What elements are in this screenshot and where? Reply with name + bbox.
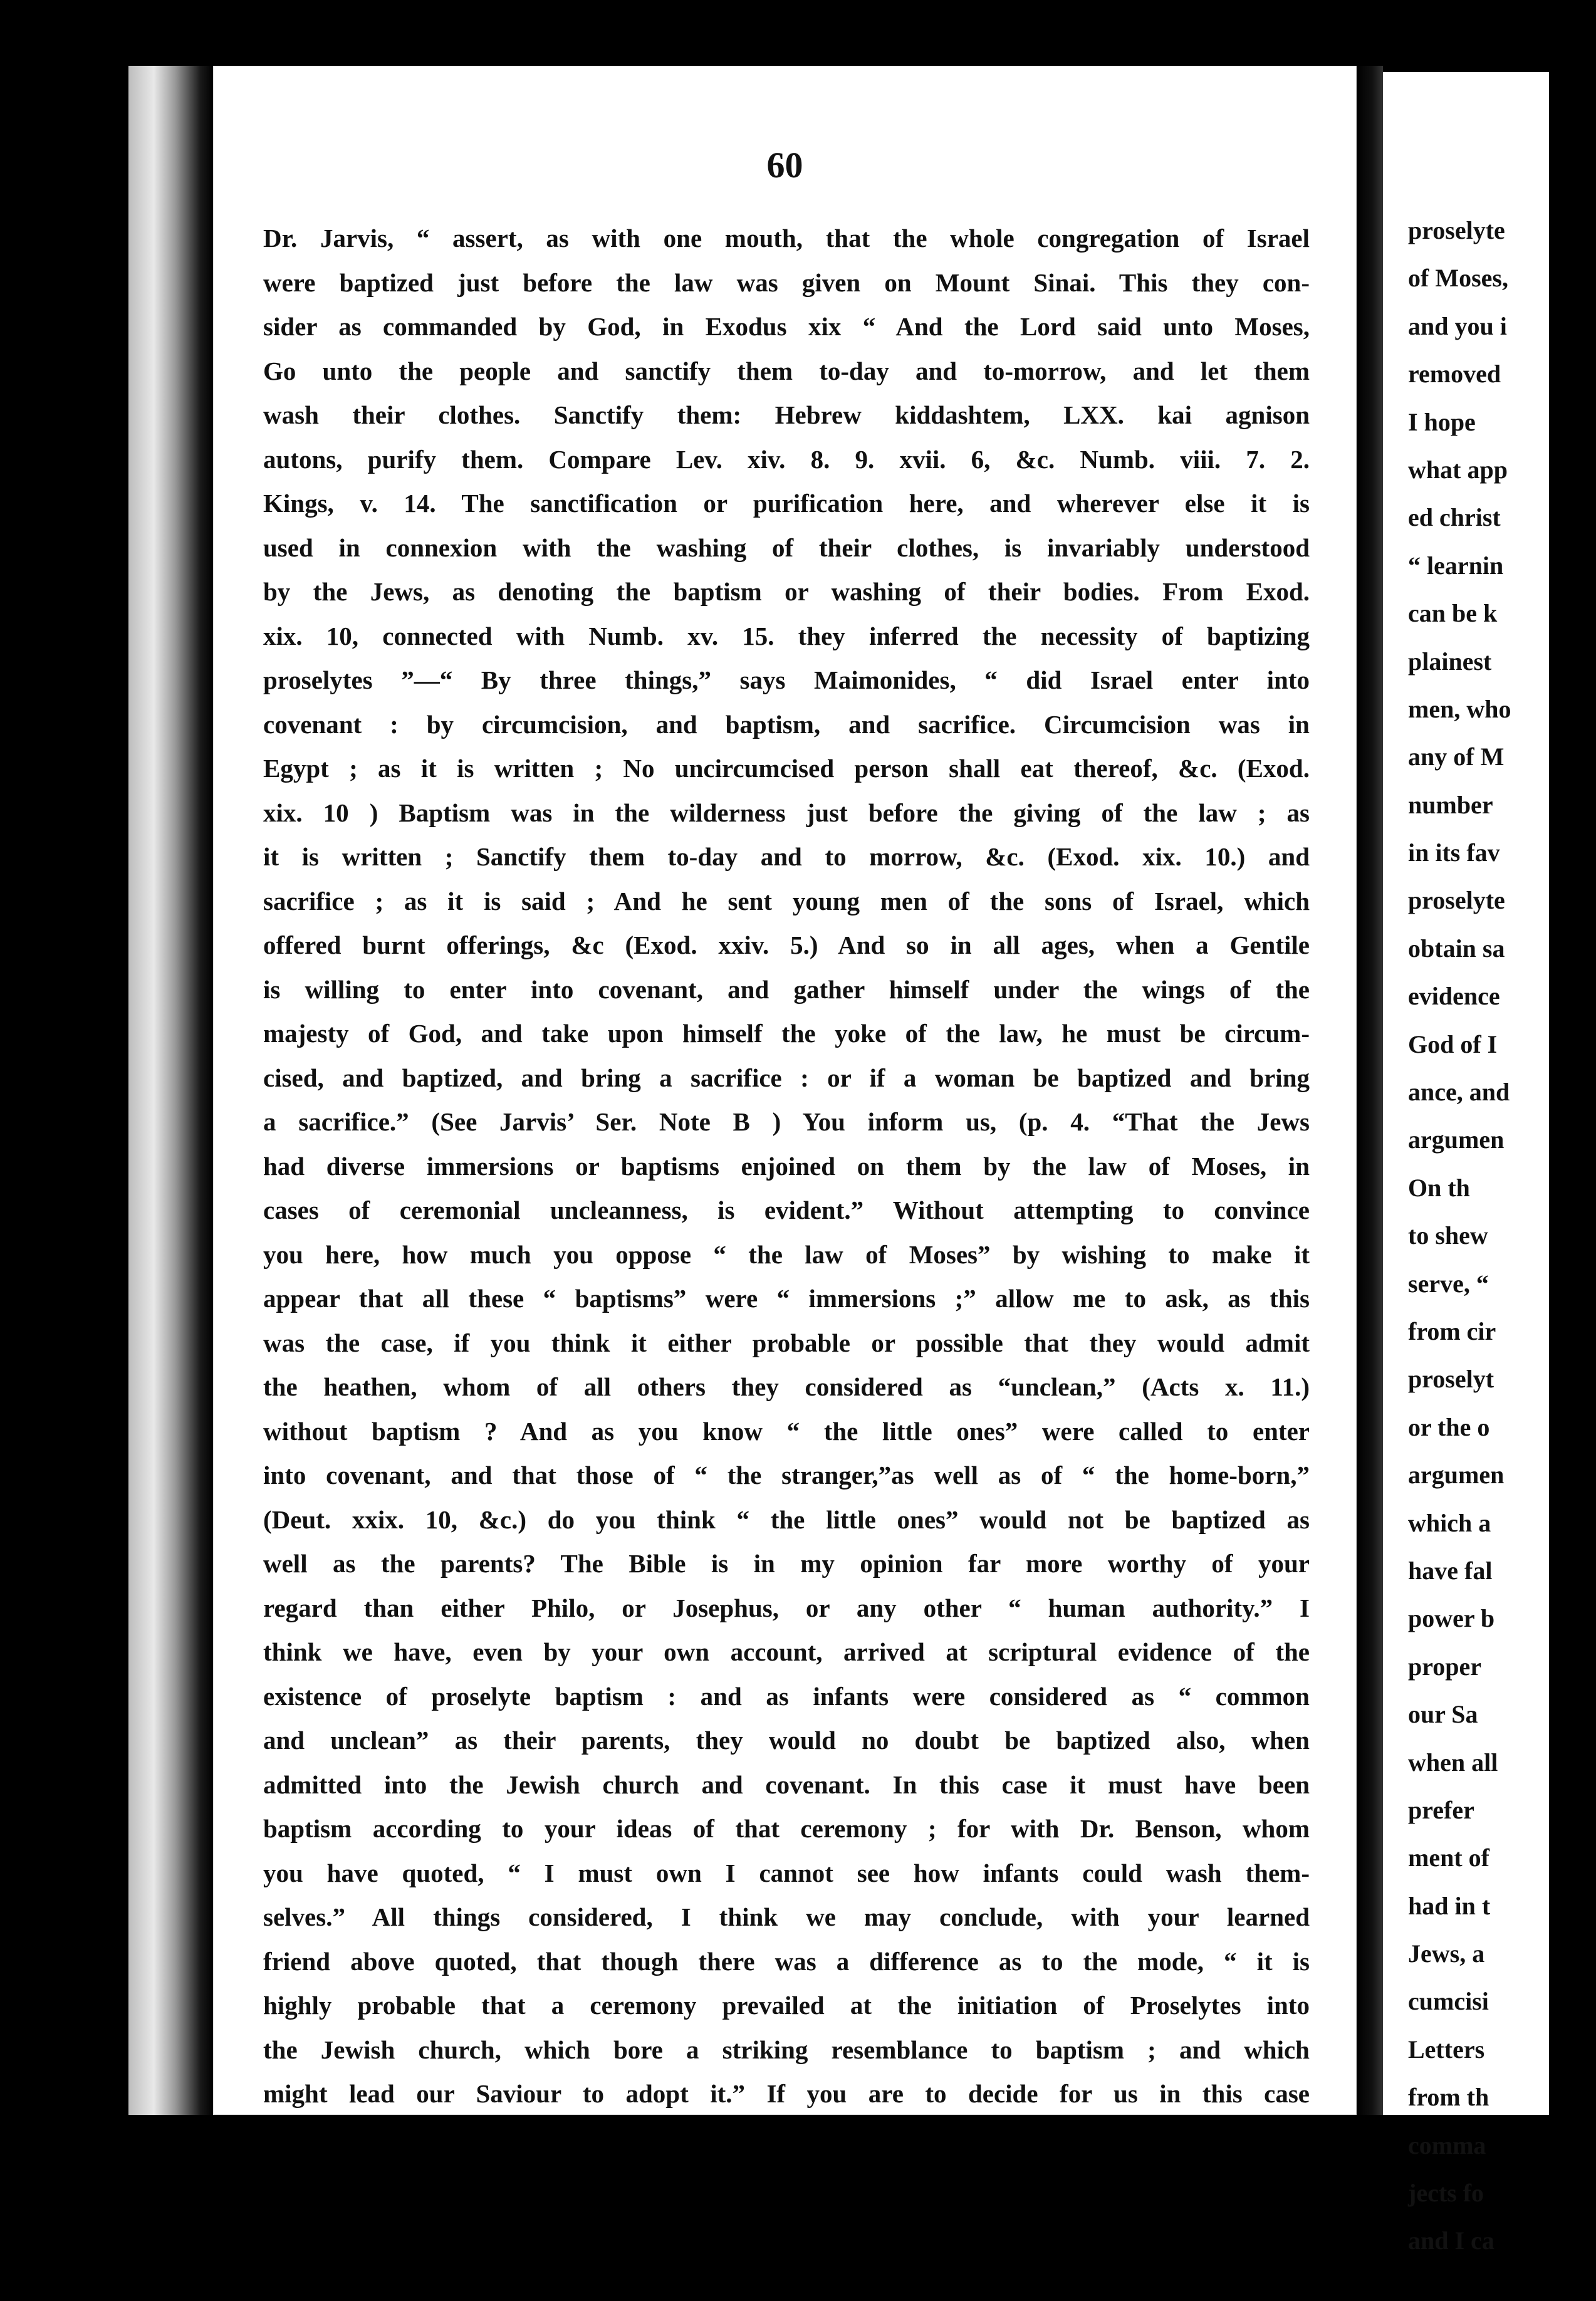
text-line: selves.” All things considered, I think we may conclude, with your learned	[263, 1902, 1310, 1931]
text-line-fragment: what app	[1408, 455, 1508, 484]
text-line: the heathen, whom of all others they considered as “unclean,” (Acts x. 11.)	[263, 1372, 1310, 1401]
text-line-fragment: and you i	[1408, 311, 1507, 340]
book-spine	[128, 66, 213, 2115]
text-line-fragment: our Sa	[1408, 1700, 1478, 1729]
text-line: xix. 10 ) Baptism was in the wilderness just before the giving of the law ; as	[263, 798, 1310, 827]
text-line-fragment: power b	[1408, 1604, 1495, 1633]
text-line: friend above quoted, that though there was a difference as to the mode, “ it is	[263, 1946, 1310, 1976]
text-line: used in connexion with the washing of their clothes, is invariably understood	[263, 533, 1310, 562]
text-line: the Jewish church, which bore a striking resemblance to baptism ; and which	[263, 2035, 1310, 2064]
text-line-fragment: ance, and	[1408, 1078, 1510, 1107]
text-line-fragment: I hope	[1408, 407, 1476, 436]
text-line-fragment: had in t	[1408, 1891, 1491, 1920]
text-line-fragment: proselyte	[1408, 886, 1505, 915]
text-line: and unclean” as their parents, they would no doubt be baptized also, when	[263, 1726, 1310, 1755]
text-line: without baptism ? And as you know “ the little ones” were called to enter	[263, 1416, 1310, 1446]
text-line-fragment: men, who	[1408, 694, 1511, 723]
text-line-fragment: from th	[1408, 2083, 1489, 2112]
text-line: proselytes ”—“ By three things,” says Maimonides, “ did Israel enter into	[263, 665, 1310, 694]
text-line: sider as commanded by God, in Exodus xix “ And the Lord said unto Moses,	[263, 312, 1310, 341]
text-line-fragment: plainest	[1408, 647, 1492, 676]
text-line: offered burnt offerings, &c (Exod. xxiv. 5.) And so in all ages, when a Gentile	[263, 931, 1310, 959]
text-line: cases of ceremonial uncleanness, is evident.” Without attempting to convince	[263, 1196, 1310, 1224]
text-line-fragment: prefer	[1408, 1795, 1474, 1824]
book-page	[213, 66, 1357, 2115]
next-page-edge	[1383, 72, 1549, 2255]
text-line: baptism according to your ideas of that ceremony ; for with Dr. Benson, whom	[263, 1814, 1310, 1843]
text-line-fragment: jects fo	[1408, 2179, 1484, 2208]
text-line: xix. 10, connected with Numb. xv. 15. they inferred the necessity of baptizing	[263, 621, 1310, 650]
text-line: was the case, if you think it either probable or possible that they would admit	[263, 1328, 1310, 1357]
text-line: a sacrifice.” (See Jarvis’ Ser. Note B ) You inform us, (p. 4. “That the Jews	[263, 1107, 1310, 1136]
text-line-fragment: comma	[1408, 2131, 1486, 2159]
text-line: existence of proselyte baptism : and as infants were considered as “ common	[263, 1681, 1310, 1711]
text-line-fragment: any of M	[1408, 743, 1505, 771]
text-line-fragment: obtain sa	[1408, 934, 1505, 963]
text-line-fragment: Letters	[1408, 2035, 1485, 2064]
text-line-fragment: cumcisi	[1408, 1987, 1489, 2016]
text-line: covenant : by circumcision, and baptism, and sacrifice. Circumcision was in	[263, 709, 1310, 739]
text-line-fragment: proselyte	[1408, 216, 1505, 244]
text-line: might lead our Saviour to adopt it.” If you are to decide for us in this case	[263, 2079, 1310, 2108]
text-line-fragment: in its fav	[1408, 838, 1500, 867]
text-line-fragment: to shew	[1408, 1221, 1488, 1250]
text-line: you here, how much you oppose “ the law of Moses” by wishing to make it	[263, 1239, 1310, 1269]
text-line: autons, purify them. Compare Lev. xiv. 8. 9. xvii. 6, &c. Numb. viii. 7. 2.	[263, 444, 1310, 474]
text-line-fragment: of Moses,	[1408, 264, 1508, 293]
text-line-fragment: or the o	[1408, 1412, 1490, 1441]
text-line-fragment: serve, “	[1408, 1269, 1489, 1298]
text-line-fragment: “ learnin	[1408, 551, 1504, 580]
page-number: 60	[766, 145, 803, 185]
text-line: into covenant, and that those of “ the stranger,”as well as of “ the home-born,”	[263, 1461, 1310, 1490]
text-line: is willing to enter into covenant, and gather himself under the wings of the	[263, 974, 1310, 1004]
text-line-fragment: argumen	[1408, 1461, 1505, 1490]
text-line-fragment: evidence	[1408, 982, 1500, 1011]
text-line: admitted into the Jewish church and covenant. In this case it must have been	[263, 1770, 1310, 1799]
text-line: think we have, even by your own account, arrived at scriptural evidence of the	[263, 1637, 1310, 1666]
text-line: Egypt ; as it is written ; No uncircumcised person shall eat thereof, &c. (Exod.	[263, 754, 1310, 783]
text-line: you have quoted, “ I must own I cannot see how infants could wash them-	[263, 1858, 1310, 1887]
text-line: regard than either Philo, or Josephus, or any other “ human authority.” I	[263, 1593, 1310, 1622]
text-line: majesty of God, and take upon himself the yoke of the law, he must be circum-	[263, 1019, 1310, 1048]
text-line-fragment: when all	[1408, 1748, 1498, 1777]
text-line-fragment: God of I	[1408, 1030, 1498, 1058]
text-line-fragment: can be k	[1408, 599, 1498, 628]
next-page-text	[1408, 207, 1596, 2265]
text-line: had diverse immersions or baptisms enjoined on them by the law of Moses, in	[263, 1151, 1310, 1181]
text-line: it is written ; Sanctify them to-day and to morrow, &c. (Exod. xix. 10.) and	[263, 842, 1310, 871]
text-line: by the Jews, as denoting the baptism or washing of their bodies. From Exod.	[263, 577, 1310, 606]
text-line-fragment: from cir	[1408, 1317, 1496, 1345]
text-line: were baptized just before the law was given on Mount Sinai. This they con-	[263, 268, 1310, 297]
text-line: cised, and baptized, and bring a sacrifice : or if a woman be baptized and bring	[263, 1063, 1310, 1092]
text-line: appear that all these “ baptisms” were “ immersions ;” allow me to ask, as this	[263, 1284, 1310, 1313]
text-line-fragment: removed	[1408, 360, 1501, 389]
text-line: wash their clothes. Sanctify them: Hebrew kiddashtem, LXX. kai agnison	[263, 400, 1310, 429]
text-line-fragment: argumen	[1408, 1125, 1505, 1154]
text-line-fragment: Jews, a	[1408, 1939, 1485, 1968]
text-line-fragment: proper	[1408, 1652, 1482, 1681]
page-gutter	[1357, 66, 1383, 2115]
text-line: Dr. Jarvis, “ assert, as with one mouth, that the whole congregation of Israel	[263, 224, 1310, 253]
text-line: Kings, v. 14. The sanctification or purification here, and wherever else it is	[263, 489, 1310, 518]
text-line-fragment: proselyt	[1408, 1365, 1494, 1394]
text-line: sacrifice ; as it is said ; And he sent young men of the sons of Israel, which	[263, 886, 1310, 916]
page-text	[263, 216, 1310, 2116]
text-line: (Deut. xxix. 10, &c.) do you think “ the little ones” would not be baptized as	[263, 1505, 1310, 1534]
text-line: well as the parents? The Bible is in my opinion far more worthy of your	[263, 1549, 1310, 1578]
text-line-fragment: number	[1408, 790, 1493, 819]
text-line: highly probable that a ceremony prevailed at the initiation of Proselytes into	[263, 1991, 1310, 2020]
text-line-fragment: have fal	[1408, 1556, 1493, 1585]
text-line-fragment: ment of	[1408, 1844, 1489, 1872]
text-line-fragment: ed christ	[1408, 503, 1501, 532]
text-line: Go unto the people and sanctify them to-day and to-morrow, and let them	[263, 356, 1310, 385]
text-line-fragment: and I ca	[1408, 2226, 1494, 2255]
text-line-fragment: which a	[1408, 1508, 1491, 1537]
text-line-fragment: On th	[1408, 1173, 1470, 1202]
